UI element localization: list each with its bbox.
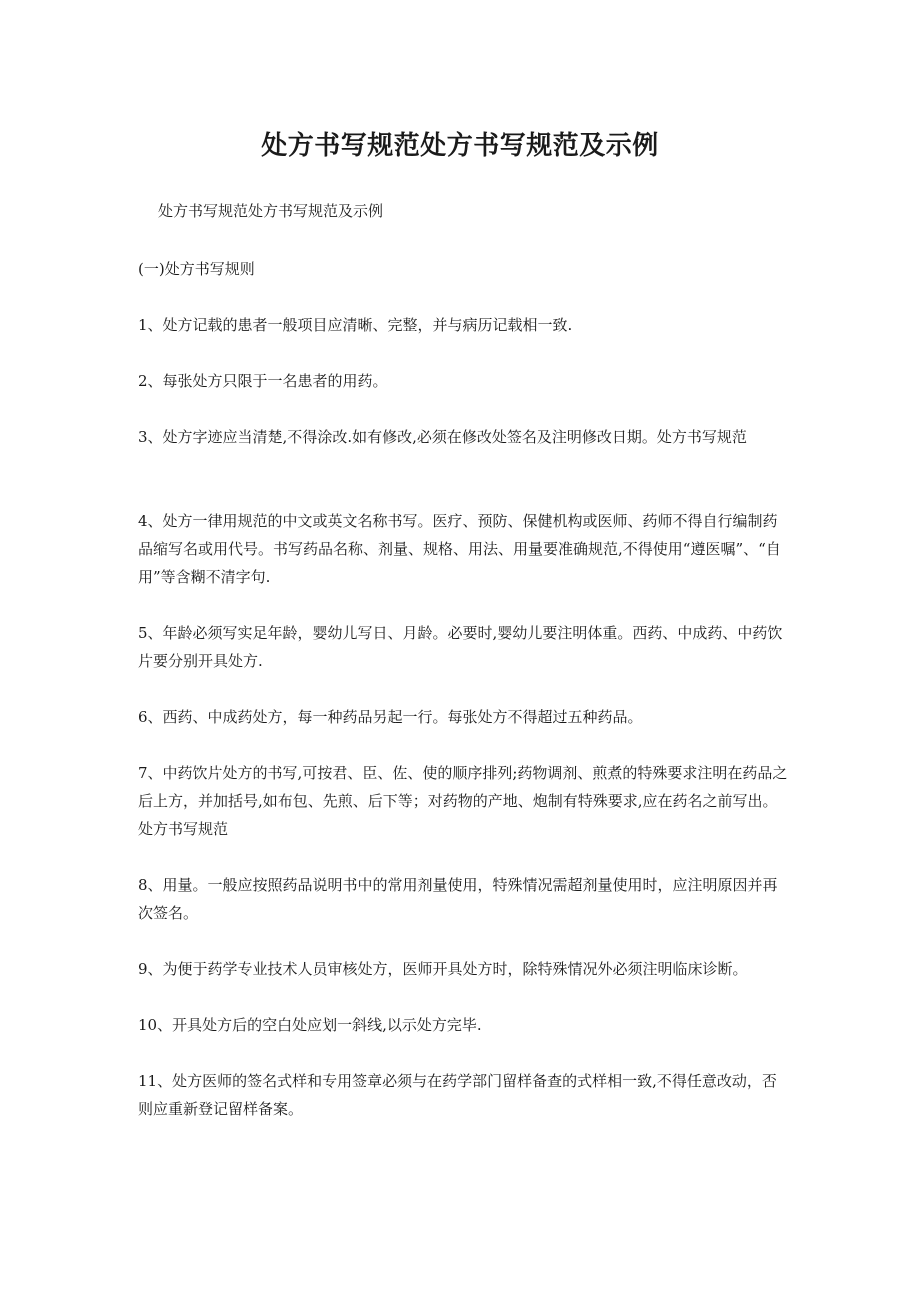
rule-item-5: 5、年龄必须写实足年龄，婴幼儿写日、月龄。必要时,婴幼儿要注明体重。西药、中成药、中药饮片要分别开具处方. xyxy=(138,624,783,670)
rule-item-8: 8、用量。一般应按照药品说明书中的常用剂量使用，特殊情况需超剂量使用时，应注明原因并再次签名。 xyxy=(138,876,778,922)
rule-item-3: 3、处方字迹应当清楚,不得涂改.如有修改,必须在修改处签名及注明修改日期。处方书写规范 xyxy=(138,428,747,446)
rule-item-2: 2、每张处方只限于一名患者的用药。 xyxy=(138,372,388,390)
document-subtitle: 处方书写规范处方书写规范及示例 xyxy=(158,202,384,220)
rule-item-10: 10、开具处方后的空白处应划一斜线,以示处方完毕. xyxy=(138,1016,482,1034)
rule-item-7: 7、中药饮片处方的书写,可按君、臣、佐、使的顺序排列;药物调剂、煎煮的特殊要求注明在药品之后上方，并加括号,如布包、先煎、后下等；对药物的产地、炮制有特殊要求,应在药名之前写出。处方书写规范 xyxy=(138,764,788,838)
rule-item-11: 11、处方医师的签名式样和专用签章必须与在药学部门留样备查的式样相一致,不得任意改动，否则应重新登记留样备案。 xyxy=(138,1072,777,1118)
section-heading: (一)处方书写规则 xyxy=(138,260,255,278)
document-title: 处方书写规范处方书写规范及示例 xyxy=(261,131,659,161)
rule-item-1: 1、处方记载的患者一般项目应清晰、完整，并与病历记载相一致. xyxy=(138,316,573,334)
rule-item-9: 9、为便于药学专业技术人员审核处方，医师开具处方时，除特殊情况外必须注明临床诊断。 xyxy=(138,960,748,978)
rule-item-4: 4、处方一律用规范的中文或英文名称书写。医疗、预防、保健机构或医师、药师不得自行编制药品缩写名或用代号。书写药品名称、剂量、规格、用法、用量要准确规范,不得使用“遵医嘱”、“自用”等含糊不清字句. xyxy=(138,512,781,586)
rule-item-6: 6、西药、中成药处方，每一种药品另起一行。每张处方不得超过五种药品。 xyxy=(138,708,643,726)
